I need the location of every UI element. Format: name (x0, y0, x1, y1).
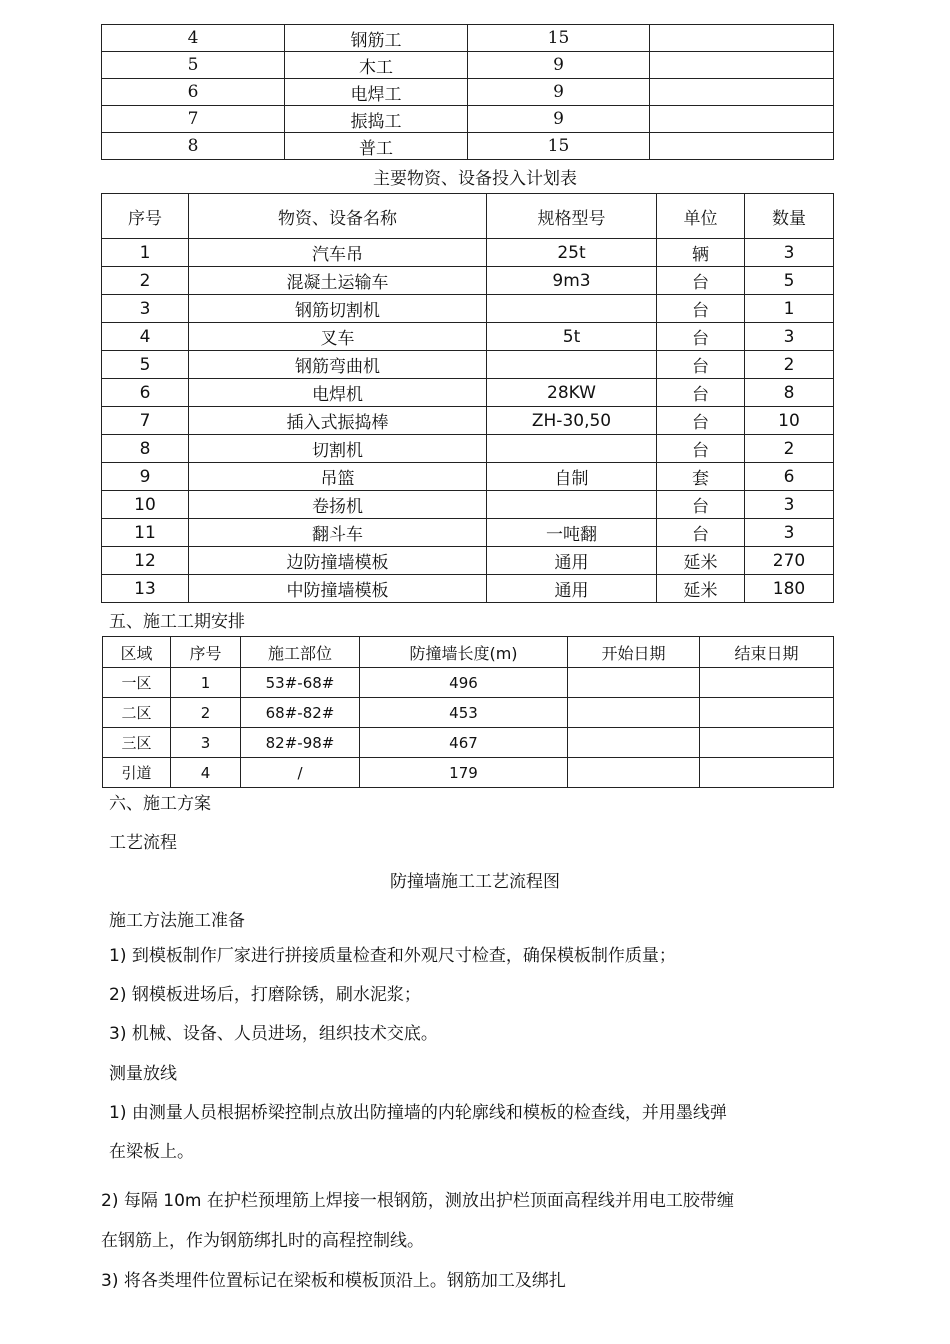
table-cell: 木工 (285, 52, 468, 79)
table-row (102, 133, 834, 160)
prep-item-1: 1) 到模板制作厂家进行拼接质量检查和外观尺寸检查，确保模板制作质量； (109, 946, 676, 966)
table-cell: 5 (745, 267, 834, 295)
header-cell: 单位 (657, 194, 745, 239)
table-cell: 28KW (487, 379, 657, 407)
table-cell: 9 (468, 52, 650, 79)
table-cell: 3 (745, 519, 834, 547)
table-cell: 三区 (103, 728, 171, 758)
table-cell (487, 491, 657, 519)
table-cell: 台 (657, 379, 745, 407)
table-cell: 台 (657, 267, 745, 295)
table-cell: 台 (657, 407, 745, 435)
table-cell: 6 (102, 79, 285, 106)
table-cell: 4 (102, 323, 189, 351)
table-cell: 5 (102, 52, 285, 79)
table-cell: 270 (745, 547, 834, 575)
table-cell: 496 (360, 668, 568, 698)
table-cell: 3 (171, 728, 241, 758)
header-row (102, 194, 834, 239)
table-cell (568, 668, 700, 698)
table-cell: 2 (171, 698, 241, 728)
table-cell (700, 728, 834, 758)
table-cell: 6 (745, 463, 834, 491)
table-cell: 翻斗车 (189, 519, 487, 547)
table-row (102, 25, 834, 52)
table-cell: 电焊机 (189, 379, 487, 407)
table-cell: 钢筋切割机 (189, 295, 487, 323)
table-cell: 吊篮 (189, 463, 487, 491)
table-cell: 3 (745, 491, 834, 519)
flow-chart-title: 防撞墙施工工艺流程图 (390, 872, 560, 892)
survey-heading: 测量放线 (109, 1064, 177, 1084)
table-cell: 二区 (103, 698, 171, 728)
header-cell: 防撞墙长度(m) (360, 637, 568, 668)
table-cell: ZH-30,50 (487, 407, 657, 435)
table-row (102, 295, 834, 323)
header-cell: 开始日期 (568, 637, 700, 668)
table-cell: 25t (487, 239, 657, 267)
table-cell: 82#-98# (241, 728, 360, 758)
workers-table (101, 24, 834, 160)
table-row (102, 379, 834, 407)
table-row (102, 519, 834, 547)
header-row (103, 637, 834, 668)
table-cell: 179 (360, 758, 568, 788)
table-row (102, 52, 834, 79)
table-cell (700, 698, 834, 728)
table-cell: 辆 (657, 239, 745, 267)
table-cell: 延米 (657, 547, 745, 575)
prep-item-2: 2) 钢模板进场后，打磨除锈，刷水泥浆； (109, 985, 421, 1005)
table-cell: 8 (745, 379, 834, 407)
table-cell: 卷扬机 (189, 491, 487, 519)
header-cell: 施工部位 (241, 637, 360, 668)
table-cell: 13 (102, 575, 189, 603)
table-cell (650, 52, 834, 79)
table-cell (568, 698, 700, 728)
table-cell: 11 (102, 519, 189, 547)
table-cell: 9 (468, 79, 650, 106)
table-cell: 8 (102, 133, 285, 160)
table-cell: 台 (657, 323, 745, 351)
table-cell: 3 (102, 295, 189, 323)
table-cell: 台 (657, 435, 745, 463)
table-cell (650, 106, 834, 133)
header-cell: 数量 (745, 194, 834, 239)
header-cell: 物资、设备名称 (189, 194, 487, 239)
table-cell: 4 (171, 758, 241, 788)
table-row (102, 79, 834, 106)
table-cell: 切割机 (189, 435, 487, 463)
table-cell: 8 (102, 435, 189, 463)
table-cell: 边防撞墙模板 (189, 547, 487, 575)
survey-item-2-line-2: 在钢筋上，作为钢筋绑扎时的高程控制线。 (101, 1231, 424, 1251)
table-cell: 1 (171, 668, 241, 698)
header-cell: 规格型号 (487, 194, 657, 239)
table-cell: 台 (657, 295, 745, 323)
table-cell: 453 (360, 698, 568, 728)
table-cell: 3 (745, 323, 834, 351)
table-row (102, 106, 834, 133)
table-cell: 9 (102, 463, 189, 491)
table-cell (487, 435, 657, 463)
table-cell (487, 351, 657, 379)
table-cell: 4 (102, 25, 285, 52)
table-cell: 2 (102, 267, 189, 295)
table-row (103, 758, 834, 788)
table-cell: 自制 (487, 463, 657, 491)
table-cell: 钢筋工 (285, 25, 468, 52)
table-row (103, 668, 834, 698)
table-cell (650, 133, 834, 160)
table-cell (700, 758, 834, 788)
table-cell: 叉车 (189, 323, 487, 351)
table-row (102, 323, 834, 351)
table-cell: 15 (468, 25, 650, 52)
table-cell: 7 (102, 407, 189, 435)
table-cell: 7 (102, 106, 285, 133)
table-cell (650, 79, 834, 106)
section-5-heading: 五、施工工期安排 (109, 612, 245, 632)
table-cell: 通用 (487, 575, 657, 603)
prep-item-3: 3) 机械、设备、人员进场，组织技术交底。 (109, 1024, 438, 1044)
header-cell: 结束日期 (700, 637, 834, 668)
header-cell: 序号 (102, 194, 189, 239)
process-flow-heading: 工艺流程 (109, 833, 177, 853)
table-cell: 2 (745, 435, 834, 463)
table-cell: 2 (745, 351, 834, 379)
prep-heading: 施工方法施工准备 (109, 911, 245, 931)
survey-item-3: 3) 将各类埋件位置标记在梁板和模板顶沿上。钢筋加工及绑扎 (101, 1271, 566, 1291)
schedule-table (102, 636, 834, 788)
table-cell: 180 (745, 575, 834, 603)
table-cell: 通用 (487, 547, 657, 575)
table-cell (568, 758, 700, 788)
table-cell: 一区 (103, 668, 171, 698)
table-cell: 引道 (103, 758, 171, 788)
table-row (103, 728, 834, 758)
table-cell: 12 (102, 547, 189, 575)
table-cell: 5 (102, 351, 189, 379)
table-row (102, 547, 834, 575)
table-cell: 套 (657, 463, 745, 491)
table-cell: 9 (468, 106, 650, 133)
table-cell: 一吨翻 (487, 519, 657, 547)
survey-item-1-line-1: 1) 由测量人员根据桥梁控制点放出防撞墙的内轮廓线和模板的检查线，并用墨线弹 (109, 1103, 727, 1123)
header-cell: 序号 (171, 637, 241, 668)
table-row (102, 267, 834, 295)
table-cell: 钢筋弯曲机 (189, 351, 487, 379)
table-cell: 延米 (657, 575, 745, 603)
table-row (102, 435, 834, 463)
table-cell: 台 (657, 491, 745, 519)
equipment-table (101, 193, 834, 603)
table-cell: 15 (468, 133, 650, 160)
table-cell (650, 25, 834, 52)
table-cell: 6 (102, 379, 189, 407)
table-cell: 1 (102, 239, 189, 267)
header-cell: 区域 (103, 637, 171, 668)
table-cell: 台 (657, 519, 745, 547)
table-row (102, 407, 834, 435)
survey-item-1-line-2: 在梁板上。 (109, 1142, 194, 1162)
table-row (103, 698, 834, 728)
table-cell: 467 (360, 728, 568, 758)
table-row (102, 351, 834, 379)
table-cell: 汽车吊 (189, 239, 487, 267)
table-row (102, 463, 834, 491)
table-cell: 9m3 (487, 267, 657, 295)
table-cell (487, 295, 657, 323)
table-cell: 10 (102, 491, 189, 519)
table-cell (568, 728, 700, 758)
table-cell: 混凝土运输车 (189, 267, 487, 295)
table-cell: 10 (745, 407, 834, 435)
table-cell: / (241, 758, 360, 788)
table-cell: 53#-68# (241, 668, 360, 698)
table-cell: 3 (745, 239, 834, 267)
table-cell: 电焊工 (285, 79, 468, 106)
table-row (102, 575, 834, 603)
survey-item-2-line-1: 2) 每隔 10m 在护栏预埋筋上焊接一根钢筋，测放出护栏顶面高程线并用电工胶带缠 (101, 1191, 734, 1211)
table-cell: 中防撞墙模板 (189, 575, 487, 603)
table-cell (700, 668, 834, 698)
section-6-heading: 六、施工方案 (109, 794, 211, 814)
table-row (102, 239, 834, 267)
equipment-table-title: 主要物资、设备投入计划表 (373, 169, 577, 189)
table-row (102, 491, 834, 519)
table-cell: 5t (487, 323, 657, 351)
table-cell: 1 (745, 295, 834, 323)
table-cell: 68#-82# (241, 698, 360, 728)
table-cell: 台 (657, 351, 745, 379)
table-cell: 插入式振捣棒 (189, 407, 487, 435)
table-cell: 振捣工 (285, 106, 468, 133)
table-cell: 普工 (285, 133, 468, 160)
